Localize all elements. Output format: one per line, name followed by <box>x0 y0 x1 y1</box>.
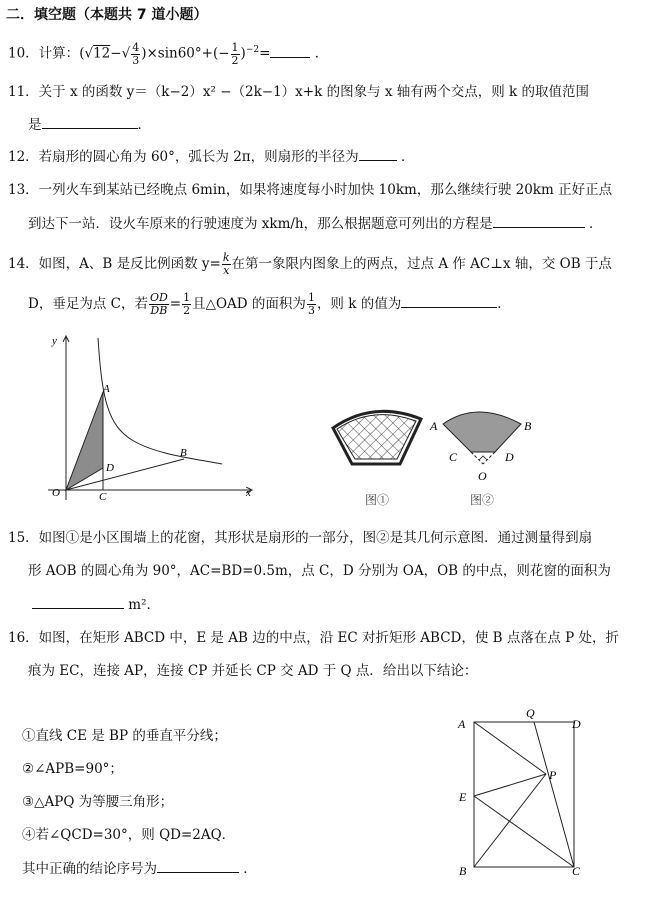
q11-prefix: 是 <box>28 117 42 133</box>
question-15-line3 <box>32 594 160 615</box>
question-16-ask <box>22 858 257 879</box>
question-16-line2: 痕为 EC，连接 AP，连接 CP 并延长 CP 交 AD 于 Q 点．给出以下结论： <box>28 663 478 679</box>
segment-ec <box>474 796 574 867</box>
question-15-line2: 形 AOB 的圆心角为 90°，AC=BD=0.5m，点 C，D 分别为 OA，OB 的中点，则花窗的面积为 <box>28 563 611 579</box>
question-13-line2 <box>28 213 602 234</box>
triangle-oad <box>66 392 103 490</box>
q14-line2-c: ，则 k 的值为 <box>316 296 402 312</box>
q14-line2-b: 且△OAD 的面积为 <box>192 296 306 312</box>
q16-ask-text: 其中正确的结论序号为 <box>22 861 157 877</box>
answer-blank-13[interactable] <box>493 213 585 228</box>
label-a16: A <box>458 717 466 731</box>
q14-frac-k-x: $\frac{k}{x}$ <box>222 251 230 277</box>
q14-frac-half: $\frac{1}{2}$ <box>183 291 191 317</box>
label-c16: C <box>572 864 581 878</box>
label-o: O <box>52 487 60 499</box>
question-14-line1 <box>8 252 612 277</box>
answer-blank-15[interactable] <box>32 594 124 609</box>
q14-line1-a: 14．如图，A、B 是反比例函数 y= <box>8 256 221 272</box>
label-b: B <box>180 447 187 459</box>
label-p16: P <box>549 768 557 782</box>
q14-graph <box>40 330 260 505</box>
sqrt-symbol: √ <box>84 45 94 62</box>
conclusion-4: ④若∠QCD=30°，则 QD=2AQ． <box>22 827 236 843</box>
caption-fig2: 图② <box>470 493 495 507</box>
question-16-line1: 16．如图，在矩形 ABCD 中，E 是 AB 边的中点，沿 EC 对折矩形 ABCD，使 B 点落在点 P 处，折 <box>8 630 620 646</box>
answer-blank-12[interactable] <box>359 146 397 161</box>
q15-figures <box>325 400 555 518</box>
question-11-line2 <box>28 114 151 135</box>
q10-end: ． <box>314 45 329 62</box>
answer-blank-16[interactable] <box>157 858 239 873</box>
fig2-label-a: A <box>430 419 438 433</box>
q12-end: ． <box>400 149 415 165</box>
label-q16: Q <box>526 706 535 720</box>
question-15-line1: 15．如图①是小区围墙上的花窗，其形状是扇形的一部分，图②是其几何示意图．通过测量得到扇 <box>8 530 593 546</box>
segment-bp <box>474 774 546 867</box>
q10-sqrt12: 12 <box>93 45 111 62</box>
label-y: y <box>52 335 57 347</box>
answer-blank-14[interactable] <box>401 293 497 308</box>
fig2-label-d: D <box>505 450 514 464</box>
q10-frac-1-2: $\frac{1}{2}$ <box>231 40 239 67</box>
fig2-label-o: O <box>478 469 487 483</box>
label-d16: D <box>572 717 581 731</box>
q10-tail: ) <box>240 45 246 62</box>
label-d: D <box>106 462 114 474</box>
q12-text: 12．若扇形的圆心角为 60°，弧长为 2π，则扇形的半径为 <box>8 149 359 165</box>
q14-line2-a: D，垂足为点 C，若 <box>28 296 148 312</box>
conclusion-2: ②∠APB=90°； <box>22 761 123 777</box>
segment-ep <box>474 774 546 796</box>
q10-number: 10． <box>8 45 39 62</box>
sector-region <box>443 412 521 452</box>
rectangle-abcd <box>474 722 574 867</box>
label-b16: B <box>459 864 467 878</box>
q14-line1-b: 在第一象限内图象上的两点，过点 A 作 AC⊥x 轴，交 OB 于点 <box>231 256 612 272</box>
segment-qc <box>534 722 574 867</box>
q16-end: ． <box>243 861 257 877</box>
q10-frac-4-3: $\frac{4}{3}$ <box>132 40 140 67</box>
question-10: 10．计算：(√12−√ $\frac{4}{3}$ )×sin60°+(− $\frac{1}{2}$ )$^{-2}$= ． <box>8 40 329 67</box>
section-title: 二．填空题（本题共 7 道小题） <box>6 7 208 23</box>
q15-unit: m²． <box>128 597 161 613</box>
label-x: x <box>246 487 251 499</box>
q14-frac-third: $\frac{1}{3}$ <box>307 291 315 317</box>
q10-prefix: 计算： <box>38 45 80 62</box>
q14-end: ． <box>497 296 511 312</box>
question-12 <box>8 146 414 167</box>
fig2-label-c: C <box>449 450 458 464</box>
question-14-line2 <box>28 292 511 317</box>
right-angle-mark <box>479 456 487 460</box>
conclusion-3: ③△APQ 为等腰三角形； <box>22 794 174 810</box>
q14-eq: = <box>169 296 182 312</box>
hyperbola-curve <box>98 338 222 464</box>
sqrt-symbol-2: √ <box>121 45 131 62</box>
segment-ap <box>474 722 546 774</box>
q13-line2-text: 到达下一站．设火车原来的行驶速度为 xkm/h，那么根据题意可列出的方程是 <box>28 216 493 232</box>
conclusion-1: ①直线 CE 是 BP 的垂直平分线； <box>22 728 227 744</box>
q14-frac-od-db: $\frac{OD}{DB}$ <box>149 291 168 317</box>
answer-blank-11[interactable] <box>42 114 138 129</box>
answer-blank-10[interactable] <box>270 43 310 58</box>
question-13-line1: 13．一列火车到某站已经晚点 6min，如果将速度每小时加快 10km，那么继续行驶 20km 正好正点 <box>8 182 613 198</box>
q10-mid: ×sin60°+(− <box>146 45 230 62</box>
q11-end: ． <box>137 117 151 133</box>
q10-eq: = <box>259 45 271 62</box>
q10-exp: −2 <box>245 45 260 55</box>
label-a: A <box>103 383 110 395</box>
label-e16: E <box>459 790 467 804</box>
q13-end: ． <box>588 216 603 232</box>
label-c: C <box>99 491 107 503</box>
caption-fig1: 图① <box>365 493 390 507</box>
question-11-line1: 11．关于 x 的函数 y＝（k−2）x² −（2k−1）x+k 的图象与 x 轴有两个交点，则 k 的取值范围 <box>8 84 590 100</box>
q16-figure <box>450 700 600 885</box>
fig2-label-b: B <box>524 419 532 433</box>
